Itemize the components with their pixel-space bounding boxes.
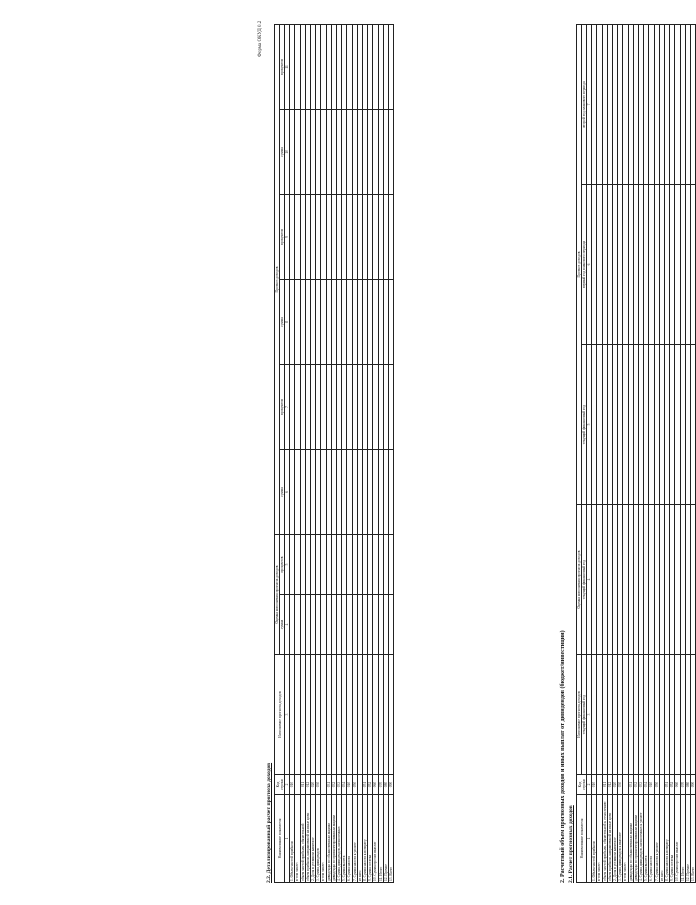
row-name: 8. Сумма налога к возврату [665, 795, 670, 883]
row-name: 9. Сумма остатка [670, 795, 675, 883]
row-code: 090 [691, 775, 696, 795]
column-number: 3 [587, 655, 592, 775]
header-fy-3: текущий финансовый год [582, 345, 587, 505]
row-code: 034 [342, 775, 347, 795]
row-name: 11. Итого [680, 795, 685, 883]
row-name: 1. Объем чистой прибыли [290, 795, 295, 883]
table-row [691, 25, 696, 883]
section1-title: 2.1. Расчет прогнозных доходов [568, 805, 574, 883]
header2-code: Код строки [275, 775, 285, 795]
row-code: 051 [363, 775, 368, 795]
table-row [389, 24, 394, 882]
row-code: 052 [670, 775, 675, 795]
empty-cell [691, 25, 696, 185]
form-label: Форма ОКУД 0.2 [258, 20, 263, 57]
row-name: 13. Всего [389, 795, 394, 883]
header-forecast: Прогноз доходов [577, 25, 582, 505]
row-name: из них: [357, 795, 362, 883]
forecast-table [576, 24, 696, 883]
row-code: 020 [613, 775, 618, 795]
column-number: 1 [285, 795, 290, 883]
row-code: 040 [347, 775, 352, 795]
header2-sum-3: сумма [280, 280, 285, 365]
section2-title: 2.2. Детализированный расчет прогноза доходов [266, 762, 272, 883]
row-name: дивиденды по привилегированным акциям [633, 795, 638, 883]
row-code: 034 [644, 775, 649, 795]
header2-name: Наименование показателя [275, 795, 285, 883]
detail-table [274, 24, 394, 883]
row-code: 051 [665, 775, 670, 795]
column-number: 7 [285, 365, 290, 450]
row-name: 6. Сумма налога [347, 795, 352, 883]
row-code: 090 [389, 775, 394, 795]
row-name: 2. Доля в уставном капитале [613, 795, 618, 883]
column-number: 6 [285, 450, 290, 535]
empty-cell [389, 24, 394, 109]
row-code: 060 [373, 775, 378, 795]
row-name: в том числе: [597, 795, 602, 883]
empty-cell [691, 185, 696, 345]
row-name: объем чистой прибыли, обязательной к отчислению [602, 795, 607, 883]
row-code: 050 [352, 775, 357, 795]
row-name: 12. Прочие [383, 795, 388, 883]
column-number: 9 [285, 195, 290, 280]
header2-pct-1: процентов [280, 535, 285, 595]
empty-cell [389, 365, 394, 450]
empty-cell [691, 655, 696, 775]
row-code: 010 [290, 775, 295, 795]
empty-cell [389, 655, 394, 775]
row-code: 011 [300, 775, 305, 795]
column-number: 11 [285, 24, 290, 109]
row-name: дивиденды по обыкновенным акциям [628, 795, 633, 883]
header-fy-1: текущий финансовый год [582, 655, 587, 775]
row-code: 031 [628, 775, 633, 795]
column-number: 3 [285, 655, 290, 775]
row-name: в том числе: [321, 795, 326, 883]
empty-cell [389, 280, 394, 365]
row-name: в том числе: [295, 795, 300, 883]
row-name: 9. Сумма остатка [368, 795, 373, 883]
empty-cell [389, 535, 394, 595]
header2-pct-4: процентов [280, 24, 285, 109]
row-code: 080 [685, 775, 690, 795]
column-number: 4 [285, 595, 290, 655]
row-code: 031 [326, 775, 331, 795]
row-name: 3. Сумма дивидендов [316, 795, 321, 883]
row-name: 5. Сумма вычета [644, 795, 649, 883]
row-name: 3. Сумма дивидендов к выплате [618, 795, 623, 883]
row-name: 2. Доля в уставном капитале [311, 795, 316, 883]
row-code: 032 [633, 775, 638, 795]
header-estimate: Оценка исполнения прогноза доходов [577, 505, 582, 655]
row-code: 033 [639, 775, 644, 795]
empty-cell [389, 110, 394, 195]
row-code: 020 [311, 775, 316, 795]
header-plan1: первый год планового периода [582, 185, 587, 345]
row-name: 1. Объем чистой прибыли [592, 795, 597, 883]
row-name: дивиденды по обыкновенным акциям [326, 795, 331, 883]
row-name: из них: [659, 795, 664, 883]
row-code: 060 [675, 775, 680, 795]
row-name: дивиденды по привилегированным акциям [331, 795, 336, 883]
row-code: 032 [331, 775, 336, 795]
row-code: 030 [618, 775, 623, 795]
column-number: 7 [587, 25, 592, 185]
row-code: 011 [602, 775, 607, 795]
row-name: 10. Сумма прочих выплат [373, 795, 378, 883]
row-code: 010 [592, 775, 597, 795]
row-code: 030 [316, 775, 321, 795]
row-name: 4. Сумма дивидендов, начисленных к уплате [639, 795, 644, 883]
row-name: 10. Сумма прочих выплат [675, 795, 680, 883]
row-code: 033 [337, 775, 342, 795]
header2-sum-1: сумма [280, 595, 285, 655]
header2-sum-2: сумма [280, 450, 285, 535]
row-name: 12. Прочие [685, 795, 690, 883]
section-title: 2. Расчетный объем прогнозных доходов и иных выплат от дивидендов (бюджет/инвестиции) [560, 630, 566, 883]
row-code: 040 [649, 775, 654, 795]
row-code: 070 [680, 775, 685, 795]
header2-forecast: Прогноз доходов [275, 24, 280, 534]
row-name: 4. Сумма дивидендов, начисленных [337, 795, 342, 883]
empty-cell [691, 505, 696, 655]
header2-pct-2: процентов [280, 365, 285, 450]
column-number: 4 [587, 505, 592, 655]
header-code: Код строки [577, 775, 587, 795]
header-plan2: второй год планового периода [582, 25, 587, 185]
header2-pct-3: процентов [280, 195, 285, 280]
column-number: 10 [285, 110, 290, 195]
column-number: 5 [587, 345, 592, 505]
row-code: 080 [383, 775, 388, 795]
row-name: объем чистой прибыли, обязательной [300, 795, 305, 883]
row-name: объем прибыли, направленной на иные цели [607, 795, 612, 883]
empty-cell [389, 195, 394, 280]
header-name: Наименование показателя [577, 795, 587, 883]
row-code: 052 [368, 775, 373, 795]
row-name: 6. Сумма налога [649, 795, 654, 883]
row-name: 7. Сумма налога к уплате [654, 795, 659, 883]
header-fy-2: текущий финансовый год [582, 505, 587, 655]
row-name: 7. Сумма налога к уплате [352, 795, 357, 883]
row-name: в том числе: [623, 795, 628, 883]
header2-estimate: Оценка исполнения прогноза доходов [275, 535, 280, 655]
empty-cell [389, 450, 394, 535]
row-name: 11. Итого [378, 795, 383, 883]
header2-sum-4: сумма [280, 110, 285, 195]
header2-actual: Исполнение прогноза доходов [275, 655, 285, 775]
row-name: 5. Сумма вычета [342, 795, 347, 883]
row-code: 012 [305, 775, 310, 795]
column-number: 1 [587, 795, 592, 883]
column-number: 6 [587, 185, 592, 345]
row-code: 050 [654, 775, 659, 795]
column-number: 2 [285, 775, 290, 795]
empty-cell [389, 595, 394, 655]
column-number: 8 [285, 280, 290, 365]
row-code: 012 [607, 775, 612, 795]
row-name: 13. Всего [691, 795, 696, 883]
column-number: 2 [587, 775, 592, 795]
column-number: 5 [285, 535, 290, 595]
row-code: 070 [378, 775, 383, 795]
row-name: 8. Сумма налога к возврату [363, 795, 368, 883]
row-name: объем прибыли, направленной на иные цели [305, 795, 310, 883]
empty-cell [691, 345, 696, 505]
header-actual: Исполнение прогноза доходов [577, 655, 582, 775]
